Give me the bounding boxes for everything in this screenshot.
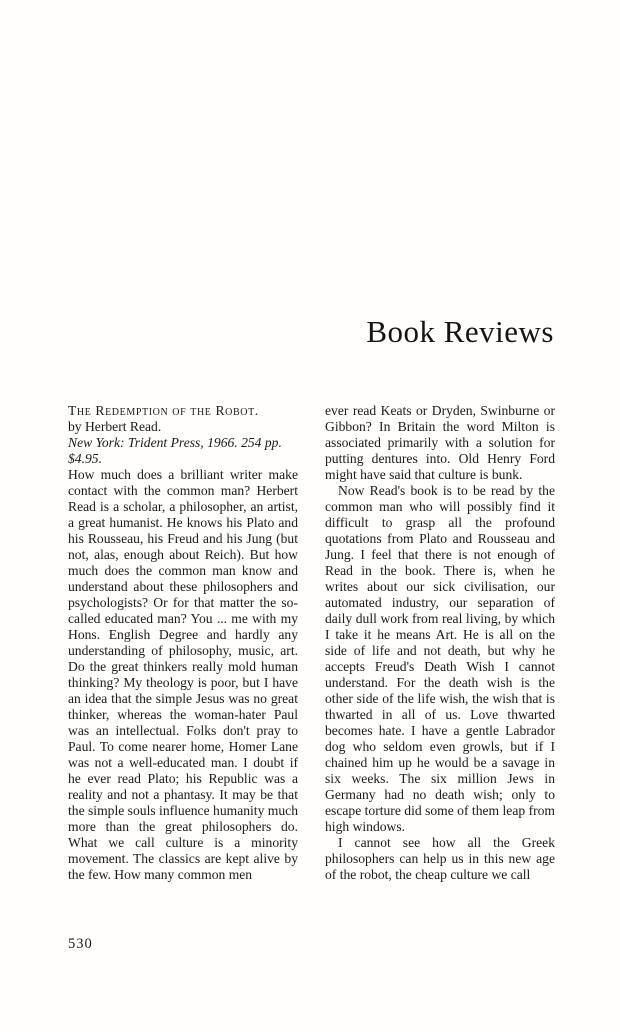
review-body-right-paragraph: ever read Keats or Dryden, Swinburne or Gibbon? In Britain the word Milton is associated primarily with a solution for putting dentures into. Old Henry Ford might have said that culture is bunk. xyxy=(325,403,555,482)
reviewed-book-publisher: New York: Trident Press, 1966. 254 pp. xyxy=(68,435,282,450)
reviewed-book-title: The Redemption of the Robot. xyxy=(68,403,259,418)
review-body-right-paragraph: I cannot see how all the Greek philosophers can help us in this new age of the robot, the cheap culture we call xyxy=(325,835,555,882)
review-body-right-paragraph: Now Read's book is to be read by the common man who will possibly find it difficult to grasp all the profound quotations from Plato and Rousseau and Jung. I feel that there is not enough of Read in the book. There is, when he writes about our sick civilisation, our automated industry, our separation of daily dull work from real living, by which I take it he means Art. He is all on the side of life and not death, but why he accepts Freud's Death Wish I cannot understand. For the death wish is the other side of the life wish, the wish that is thwarted in all of us. Love thwarted becomes hate. I have a gentle Labrador dog who seldom even growls, but if I chained him up he would be a savage in six weeks. The six million Jews in Germany had no death wish; only to escape torture did some of them leap from high windows. xyxy=(325,483,555,834)
page-number: 530 xyxy=(68,936,93,952)
reviewed-book-author: by Herbert Read. xyxy=(68,419,162,434)
left-column xyxy=(68,403,298,883)
two-column-text xyxy=(68,403,555,883)
section-title: Book Reviews xyxy=(366,314,554,349)
review-body-left: How much does a brilliant writer make contact with the common man? Herbert Read is a scholar, a philosopher, an artist, a great humanist. He knows his Plato and his Rousseau, his Freud and his Jung (but not, alas, enough about Reich). But how much does the common man know and understand about these philosophers and psychologists? Or for that matter the so-called educated man? You ... me with my Hons. English Degree and hardly any understanding of philosophy, music, art. Do the great thinkers really mold human thinking? My theology is poor, but I have an idea that the simple Jesus was no great thinker, whereas the woman-hater Paul was an intellectual. Folks don't pray to Paul. To come nearer home, Homer Lane was not a well-educated man. I doubt if he ever read Plato; his Republic was a reality and not a phantasy. It may be that the simple souls influence humanity much more than the great philosophers do. What we call culture is a minority movement. The classics are kept alive by the few. How many common men xyxy=(68,467,298,882)
right-column xyxy=(325,403,555,883)
reviewed-book-price: $4.95. xyxy=(68,451,102,466)
